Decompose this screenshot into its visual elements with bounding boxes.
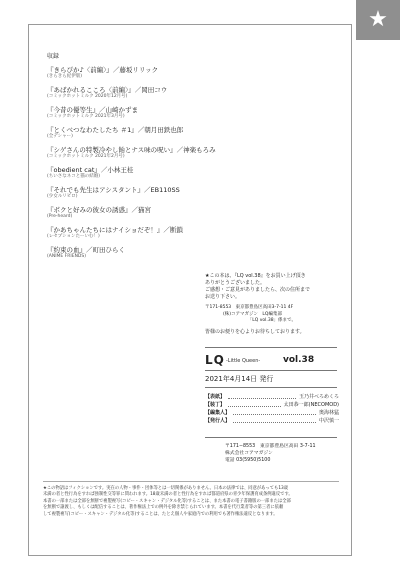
note-line: お送り下さい。 [205,294,241,300]
credit-row [205,417,339,425]
contents-item-source: (少女ルリビロ) [47,194,78,199]
contents-item-title: 『あばかれるこころ〈前編〉』／岡田コウ [47,86,168,94]
credit-label: 【発行人】 [205,418,231,424]
document-page [28,24,352,556]
contents-item-source: (コミックホットミルク 2021年2月号) [47,154,125,159]
contents-item-title: 『今昔の優等生』／山崎かずま [47,106,138,114]
credit-leader [228,393,296,399]
footer-divider [43,481,339,482]
note-line: ★この本は、『LQ vol.38』をお買い上げ頂き [205,273,306,279]
contents-item-source: (ちいさなネコと猫の結婚) [47,174,101,179]
legal-line: 本書の一部または全部を無断で複製複写(コピー・スキャン・デジタル化等)することは、また本書の電子書籍版の一部または全部 [43,498,291,504]
divider [205,387,337,388]
publisher-line: 株式会社コアマガジン [225,451,273,456]
publisher-info [225,443,316,464]
contents-item-title: 『約束の血』／町田ひらく [47,246,125,254]
credit-value: 奥海林猛 [318,410,339,416]
contents-item [47,246,217,260]
mailing-address [205,305,341,325]
address-line: (株)コアマガジン LQ編集部 [205,311,282,317]
legal-line: ★この物語はフィクションです。実在の人物・事件・団体等とは一切関係がありません。日本の法律では、同意があっても13歳 [43,486,289,491]
publisher-line: 〒171−8553 東京都豊島区高田 3-7-11 [225,444,316,449]
legal-line: 未満の者と性行為をすれば強制性交等罪に問われます。18歳未満の者と性行為をすれば都道府県の青少年保護育成条例違反です。 [43,492,293,498]
contents-item-source: (Pre-heard) [47,214,73,219]
contents-items [47,66,217,260]
contents-item-source: (コミックホットミルク 2021年3月号) [47,114,125,119]
contents-item [47,146,217,160]
contents-item-source: (ANIME FRIENDS) [47,254,87,259]
credit-row [205,409,339,417]
contents-item-source: (全デシャー) [47,134,73,139]
contents-item-title: 『かあちゃんたちにはナイショだぞ！』／断鎖 [47,226,183,234]
contents-list [47,51,217,266]
credit-value: 中沢慎一 [318,418,339,424]
contents-item-title: 『シゲさんの特製冷やし飴とナス味の呪い』／神楽もろみ [47,146,216,154]
credit-value: 太田恭一郎(NECOMOD) [283,402,339,408]
credit-leader [228,401,281,407]
contents-item [47,206,217,220]
note-lines [205,273,341,301]
magazine-subtitle: -Little Queen- [226,358,261,364]
star-icon: ★ [356,0,400,40]
contents-item-title: 『ボクと好みの彼女の誘惑』／猫宮 [47,206,151,214]
credit-row [205,401,339,409]
contents-item [47,66,217,80]
address-line: 「LQ vol.38」係まで。 [205,318,296,323]
contents-item-source: (レセプションたーいむ！) [47,234,100,239]
note-thanks: 皆様のお便りを心よりお待ちしております。 [205,328,305,335]
reader-note [205,273,341,336]
side-strip [356,40,400,568]
contents-item-source: (きらきら紀伊版) [47,74,83,79]
contents-heading: 収録 [47,53,60,60]
contents-item [47,166,217,180]
note-line: ありがとうございました。 [205,280,266,286]
divider [205,370,337,371]
issue-date: 2021年4月14日 発行 [205,375,274,383]
address-line: 〒171-8553 東京都豊島区高田3-7-11 4F [205,305,294,310]
credit-leader [233,417,316,423]
credit-row [205,393,339,401]
publisher-line: 電話 03(5950)5100 [225,458,271,463]
legal-line: を無断で譲渡し、もしくは配信することは、著作権法上での例外を除き禁じられています。本書を代行業者等の第三者に依頼 [43,505,284,511]
contents-item-title: 『とくべつなわたしたち ＃1』／朝月田鉄也郎 [47,126,184,134]
note-line: ご感想・ご意見がありましたら、次の住所まで [205,287,311,293]
divider [205,437,337,438]
contents-item-title: 『それでも先生はアシスタント』／EB110SS [47,186,180,194]
contents-item [47,186,217,200]
divider [205,347,337,348]
credit-label: 【装丁】 [205,402,226,408]
contents-item-source: (コミックホットミルク 2020年12月号) [47,94,128,99]
contents-item [47,106,217,120]
credit-value: 玉乃井べろめくろ [298,394,339,400]
contents-item-title: 『obedient cat』／小林王桂 [47,166,134,174]
credit-label: 【編集人】 [205,410,231,416]
contents-item [47,226,217,240]
credit-leader [233,409,316,415]
legal-notice [43,486,339,518]
contents-item [47,126,217,140]
credit-label: 【表紙】 [205,394,226,400]
magazine-logo: LQ [205,353,225,367]
legal-line: して複製複写(コピー・スキャン・デジタル化等)することは、たとえ個人や家庭内での利用でも著作権法違反となります。 [43,511,278,517]
contents-item-title: 『きらぴか♪〈前編〉』／藤坂リリック [47,66,159,74]
credits-list [205,393,339,425]
volume-number: vol.38 [283,355,315,365]
contents-item [47,86,217,100]
